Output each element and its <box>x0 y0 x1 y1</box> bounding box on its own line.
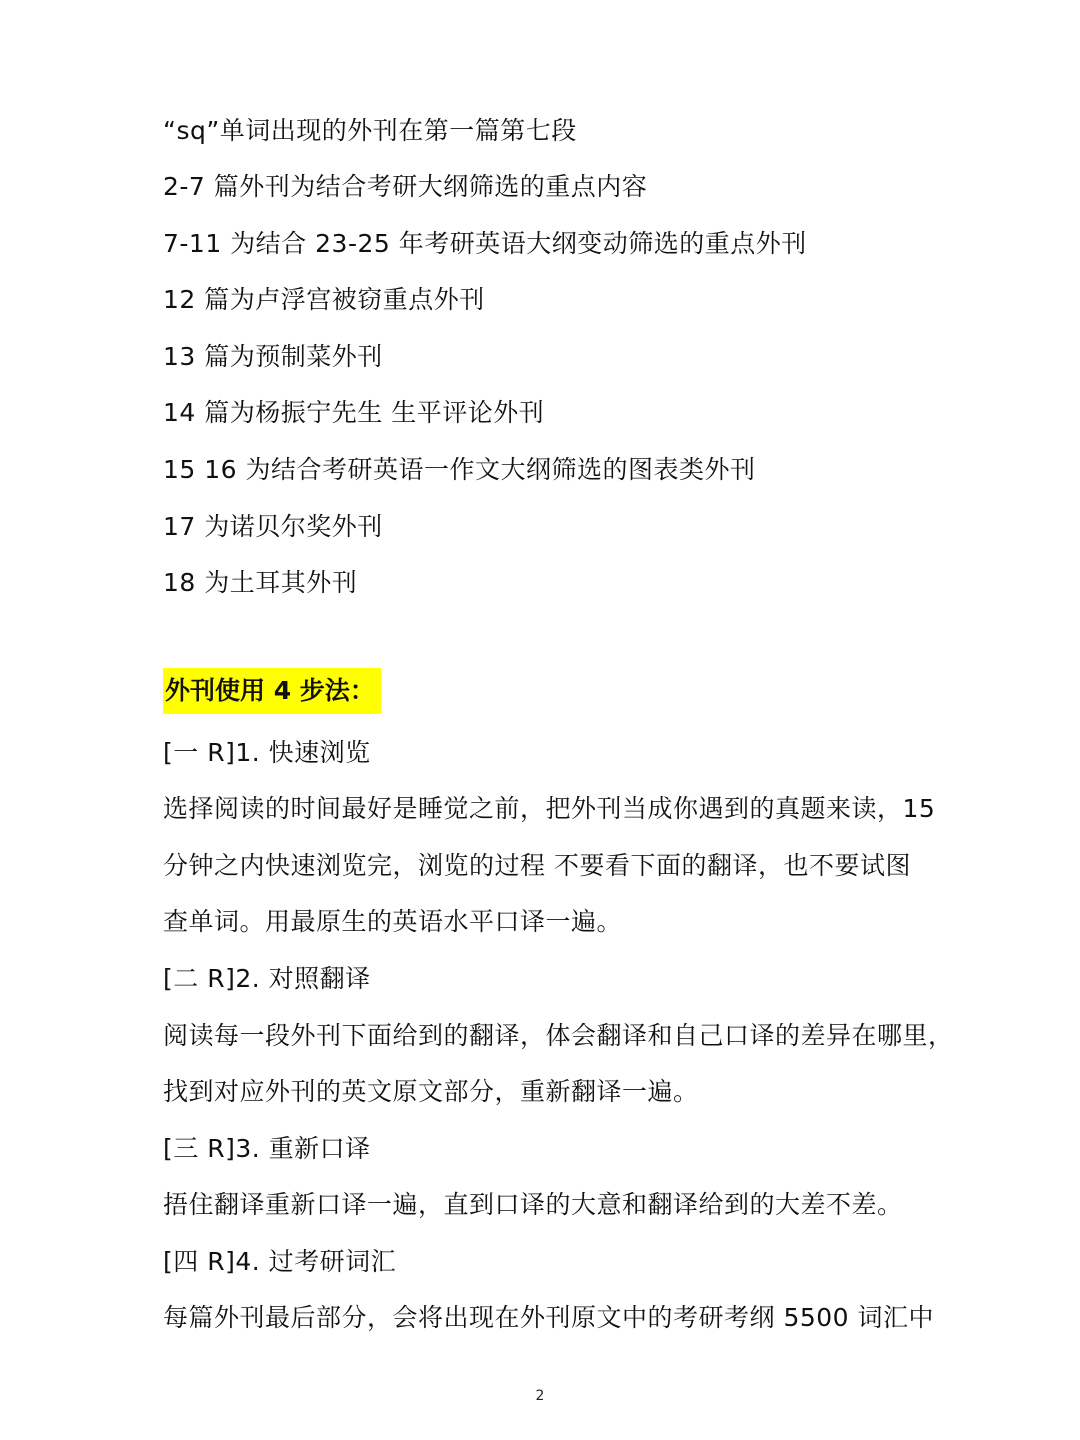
step-4-text-line-1: 每篇外刊最后部分，会将出现在外刊原文中的考研考纲 5500 词汇中 <box>163 1303 935 1332</box>
intro-line-14: 14 篇为杨振宁先生 生平评论外刊 <box>163 398 545 427</box>
intro-line-2-7: 2-7 篇外刊为结合考研大纲筛选的重点内容 <box>163 172 648 201</box>
step-2-text-line-1: 阅读每一段外刊下面给到的翻译，体会翻译和自己口译的差异在哪里， <box>163 1021 954 1050</box>
page-number: 2 <box>535 1388 545 1404</box>
intro-line-12: 12 篇为卢浮宫被窃重点外刊 <box>163 285 485 314</box>
step-1-text-line-3: 查单词。用最原生的英语水平口译一遍。 <box>163 907 623 936</box>
step-2-title: [二 R]2. 对照翻译 <box>163 964 371 993</box>
intro-line-7-11: 7-11 为结合 23-25 年考研英语大纲变动筛选的重点外刊 <box>163 229 807 258</box>
intro-line-sq: “sq”单词出现的外刊在第一篇第七段 <box>163 116 577 145</box>
step-1-text-line-1: 选择阅读的时间最好是睡觉之前，把外刊当成你遇到的真题来读，15 <box>163 794 936 823</box>
step-3-title: [三 R]3. 重新口译 <box>163 1134 371 1163</box>
intro-line-13: 13 篇为预制菜外刊 <box>163 342 383 371</box>
intro-line-17: 17 为诺贝尔奖外刊 <box>163 512 383 541</box>
intro-line-15-16: 15 16 为结合考研英语一作文大纲筛选的图表类外刊 <box>163 455 756 484</box>
method-heading: 外刊使用 4 步法： <box>163 668 381 714</box>
step-1-title: [一 R]1. 快速浏览 <box>163 738 371 767</box>
step-2-text-line-2: 找到对应外刊的英文原文部分，重新翻译一遍。 <box>163 1077 699 1106</box>
intro-line-18: 18 为土耳其外刊 <box>163 568 358 597</box>
step-1-text-line-2: 分钟之内快速浏览完，浏览的过程 不要看下面的翻译，也不要试图 <box>163 851 911 880</box>
step-3-text-line-1: 捂住翻译重新口译一遍，直到口译的大意和翻译给到的大差不差。 <box>163 1190 903 1219</box>
step-4-title: [四 R]4. 过考研词汇 <box>163 1247 397 1276</box>
